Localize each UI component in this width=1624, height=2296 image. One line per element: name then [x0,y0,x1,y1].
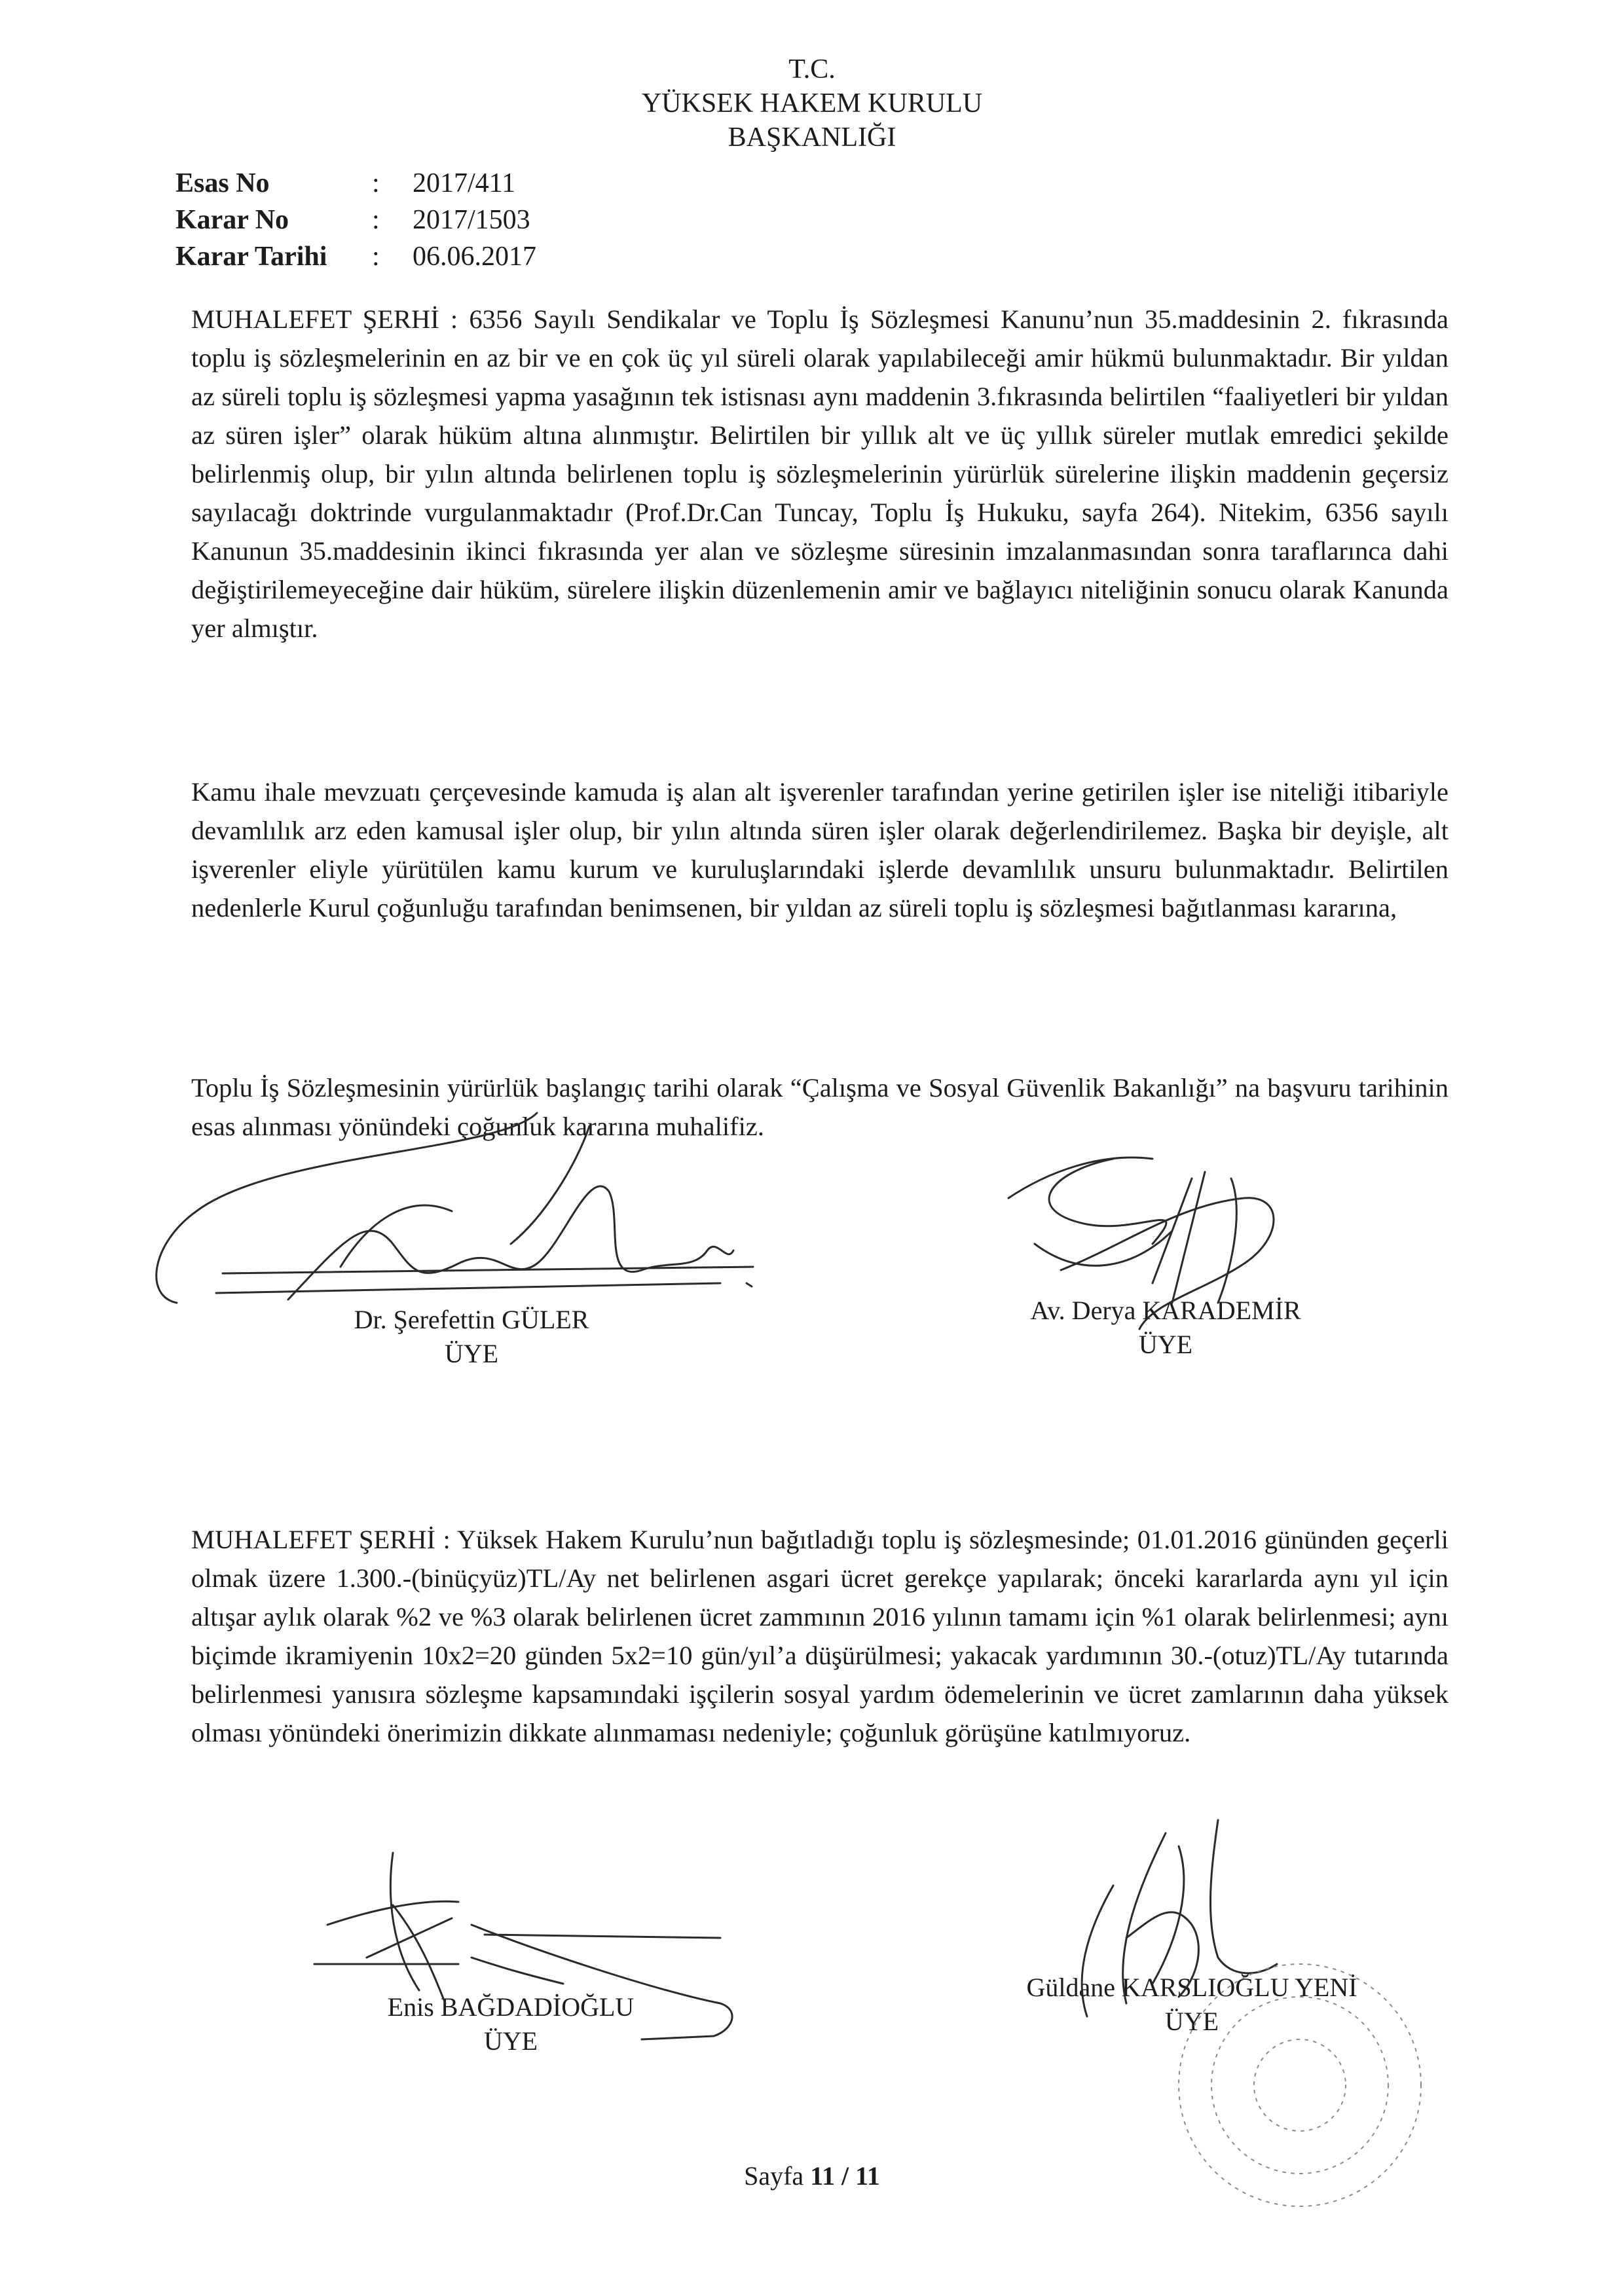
header-line-presidency: BAŞKANLIĞI [728,122,896,153]
paragraph-text: MUHALEFET ŞERHİ : 6356 Sayılı Sendikalar ve Toplu İş Sözleşmesi Kanunu’nun 35.maddesinin 2. fıkrasında toplu iş sözleşmelerinin en az bir ve en çok üç yıl süreli olarak yapılabileceği amir hükmü bulunmaktadır. Bir yıldan az süreli toplu iş sözleşmesi yapma yasağının tek istisnası aynı maddenin 3.fıkrasında belirtilen “faaliyetleri bir yıldan az süren işler” olarak hüküm altına alınmıştır. Belirtilen bir yıllık alt ve üç yıllık süreler mutlak emredici şekilde belirlenmiş olup, bir yılın altında belirlenen toplu iş sözleşmelerinin yürürlük sürelerine ilişkin maddenin geçersiz sayılacağı doktrinde vurgulanmaktadır (Prof.Dr.Can Tuncay, Toplu İş Hukuku, sayfa 264). Nitekim, 6356 sayılı Kanunun 35.maddesinin ikinci fıkrasında yer alan ve sözleşme süresinin imzalanmasından sonra taraflarınca dahi değiştirilemeyeceğine dair hüküm, sürelere ilişkin düzenlemenin amir ve bağlayıcı niteliğinin sonucu olarak Kanunda yer almıştır. [191,304,1449,643]
signer-name: Av. Derya KARADEMİR [1030,1296,1301,1325]
signer-name: Enis BAĞDADİOĞLU [387,1992,635,2022]
meta-value: 2017/411 [413,168,516,198]
meta-colon: : [372,168,380,198]
meta-value: 2017/1503 [413,205,530,235]
meta-label: Karar Tarihi [175,242,327,272]
signature-guler [157,1113,753,1303]
meta-colon: : [372,205,380,235]
page-prefix: Sayfa [744,2161,804,2191]
page-number: 11 / 11 [810,2161,880,2191]
paragraph-text: MUHALEFET ŞERHİ : Yüksek Hakem Kurulu’nun bağıtladığı toplu iş sözleşmesinde; 01.01.2016 gününden geçerli olmak üzere 1.300.-(binüçyüz)TL/Ay net belirlenen asgari ücret gerekçe yapılarak; önceki kararlarda aynı yıl için altışar aylık olarak %2 ve %3 olarak belirlenen ücret zammının 2016 yılının tamamı için %1 olarak belirlenmesi; aynı biçimde ikramiyenin 10x2=20 günden 5x2=10 gün/yıl’a düşürülmesi; yakacak yardımının 30.-(otuz)TL/Ay tutarında belirlenmesi yanısıra sözleşme kapsamındaki işçilerin sosyal yardım ödemelerinin ve ücret zamlarının daha yüksek olması yönündeki önerimizin dikkate alınmaması nedeniyle; çoğunluk görüşüne katılmıyoruz. [191,1525,1449,1747]
meta-value: 06.06.2017 [413,242,536,272]
signer-role: ÜYE [1138,1330,1193,1359]
paragraph-text: Kamu ihale mevzuatı çerçevesinde kamuda iş alan alt işverenler tarafından yerine getirilen işler ise niteliği itibariyle devamlılık arz eden kamusal işler olup, bir yılın altında süren işler olarak değerlendirilemez. Başka bir deyişle, alt işverenler eliyle yürütülen kamu kurum ve kuruluşlarındaki işlerde devamlılık unsuru bulunmaktadır. Belirtilen nedenlerle Kurul çoğunluğu tarafından benimsenen, bir yıldan az süreli toplu iş sözleşmesi bağıtlanması kararına, [191,777,1449,922]
header-line-tc: T.C. [788,54,836,84]
signer-role: ÜYE [1164,2007,1219,2036]
signature-karslioglu-yeni [1082,1820,1277,2016]
signer-role: ÜYE [444,1339,499,1368]
signature-bagdadioglu [314,1853,732,2039]
official-seal [1179,1964,1421,2206]
meta-label: Esas No [175,168,270,198]
signature-karademir [1008,1157,1274,1329]
signer-name: Güldane KARSLIOĞLU YENİ [1026,1973,1357,2002]
meta-colon: : [372,242,380,272]
signer-name: Dr. Şerefettin GÜLER [354,1305,589,1334]
paragraph-text: Toplu İş Sözleşmesinin yürürlük başlangıç tarihi olarak “Çalışma ve Sosyal Güvenlik Bakanlığı” na başvuru tarihinin esas alınması yönündeki çoğunluk kararına muhalifiz. [191,1073,1449,1141]
meta-label: Karar No [175,205,289,235]
signer-role: ÜYE [483,2026,538,2056]
header-line-institution: YÜKSEK HAKEM KURULU [641,88,983,118]
